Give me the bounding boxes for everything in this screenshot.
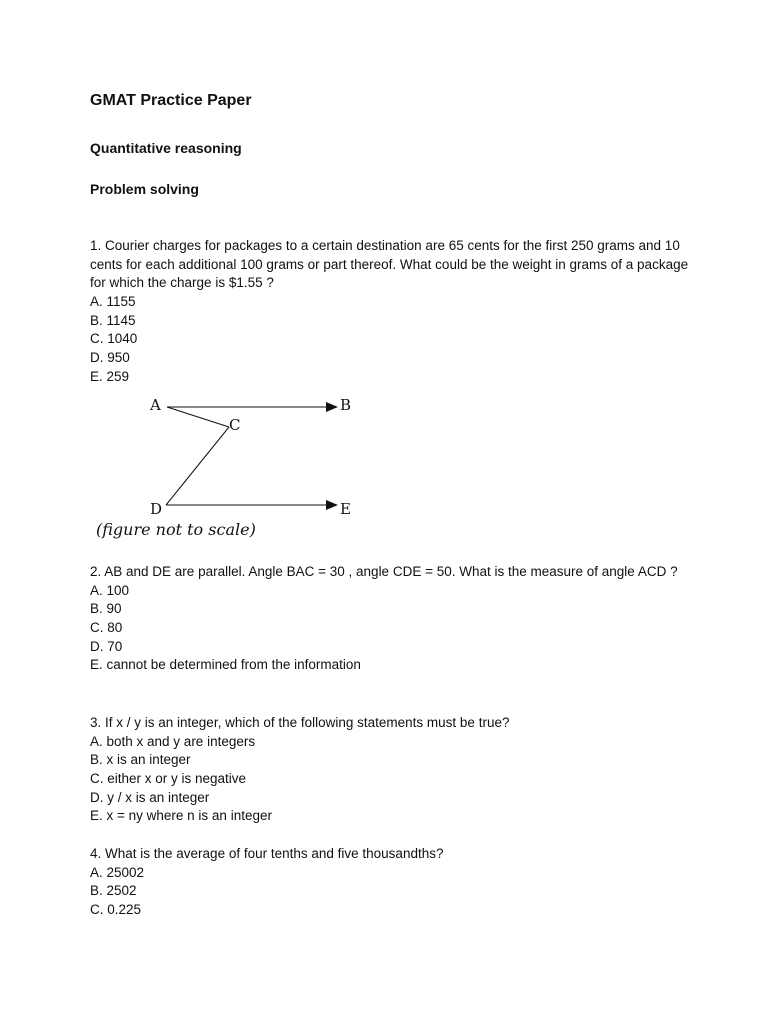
segment-ac: [167, 407, 229, 427]
question-2-text: 2. AB and DE are parallel. Angle BAC = 30 , angle CDE = 50. What is the measure of angle ACD ?: [90, 564, 678, 579]
question-4-text: 4. What is the average of four tenths and five thousandths?: [90, 846, 444, 861]
question-2: [90, 563, 690, 675]
option: B. 2502: [90, 883, 137, 899]
option: C. 1040: [90, 331, 138, 347]
question-3-options: [90, 733, 690, 826]
option: B. x is an integer: [90, 752, 191, 768]
option: A. 25002: [90, 864, 145, 880]
option: D. y / x is an integer: [90, 789, 210, 805]
figure-caption: (figure not to scale): [96, 520, 256, 539]
option: C. 80: [90, 620, 123, 636]
option: E. x = ny where n is an integer: [90, 808, 272, 824]
figure-diagram: [92, 392, 372, 544]
question-1-options: [90, 293, 690, 386]
point-label-e: E: [340, 500, 351, 518]
question-3-text: 3. If x / y is an integer, which of the following statements must be true?: [90, 715, 510, 730]
option: A. 100: [90, 582, 130, 598]
point-label-c: C: [229, 416, 241, 434]
question-1: [90, 237, 690, 387]
option: E. 259: [90, 368, 130, 384]
question-4-options: [90, 864, 690, 920]
page-title: GMAT Practice Paper: [90, 92, 252, 109]
subsection-heading: Problem solving: [90, 181, 199, 197]
option: A. 1155: [90, 294, 136, 310]
arrowhead-e: [326, 500, 338, 510]
option: B. 1145: [90, 312, 136, 328]
arrowhead-b: [326, 402, 338, 412]
option: D. 70: [90, 638, 123, 654]
option: E. cannot be determined from the information: [90, 657, 361, 673]
question-1-text: 1. Courier charges for packages to a certain destination are 65 cents for the first 250 grams and 10 cents for each additional 100 grams or part thereof. What could be the weight in grams of a package for which the charge is $1.55 ?: [90, 238, 689, 291]
point-label-d: D: [150, 500, 163, 518]
question-2-options: [90, 582, 690, 675]
option: A. both x and y are integers: [90, 733, 256, 749]
option: D. 950: [90, 350, 130, 366]
option: C. either x or y is negative: [90, 771, 247, 787]
section-heading: Quantitative reasoning: [90, 140, 242, 156]
question-4: [90, 845, 690, 920]
option: B. 90: [90, 601, 122, 617]
question-3: [90, 714, 690, 826]
point-label-a: A: [150, 396, 161, 414]
option: C. 0.225: [90, 902, 142, 918]
segment-cd: [166, 427, 229, 505]
point-label-b: B: [340, 396, 352, 414]
geometry-figure: [92, 392, 372, 544]
